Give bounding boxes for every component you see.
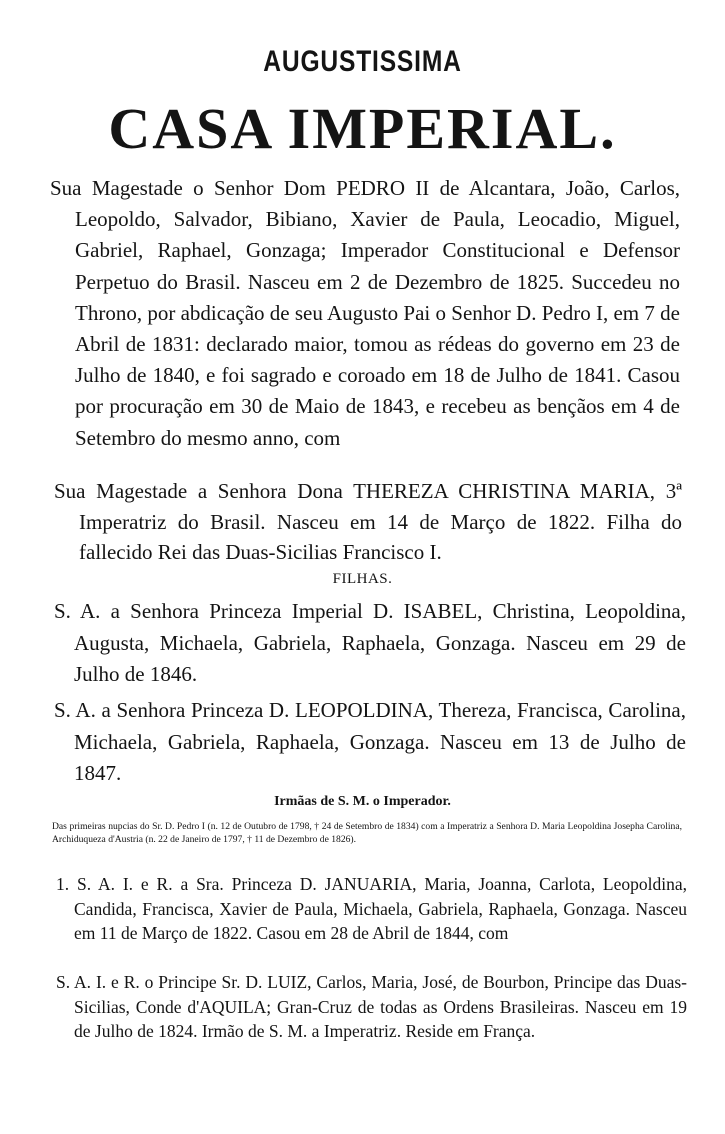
irmaas-heading: Irmãas de S. M. o Imperador. xyxy=(274,794,451,809)
filhas-heading: FILHAS. xyxy=(332,571,393,587)
footnote-first-marriage: Das primeiras nupcias do Sr. D. Pedro I (n. 12 de Outubro de 1798, † 24 de Setembro de 1834) com a Imperatriz a Senhora D. Maria Leopoldina Josepha Carolina, Archiduqueza d'Austria (n. 22 de Janeiro de 1797, † 11 de Dezembro de 1826). xyxy=(52,821,682,845)
daughter-isabel-paragraph: S. A. a Senhora Princeza Imperial D. ISABEL, Christina, Leopoldina, Augusta, Michaela, Gabriela, Raphaela, Gonzaga. Nasceu em 29 de Julho de 1846. xyxy=(54,599,686,686)
title-augustissima: AUGUSTISSIMA xyxy=(263,45,462,78)
sibling-januaria-paragraph: 1. S. A. I. e R. a Sra. Princeza D. JANUARIA, Maria, Joanna, Carlota, Leopoldina, Candida, Francisca, Xavier de Paula, Michaela, Gabriela, Raphaela, Gonzaga. Nasceu em 11 de Março de 1822. Casou em 28 de Abril de 1844, com xyxy=(56,874,687,943)
empress-paragraph: Sua Magestade a Senhora Dona THEREZA CHRISTINA MARIA, 3ª Imperatriz do Brasil. Nasceu em 14 de Março de 1822. Filha do fallecido Rei das Duas-Sicilias Francisco I. xyxy=(54,479,682,564)
emperor-paragraph: Sua Magestade o Senhor Dom PEDRO II de Alcantara, João, Carlos, Leopoldo, Salvador, Bibiano, Xavier de Paula, Leocadio, Miguel, Gabriel, Raphael, Gonzaga; Imperador Constitucional e Defensor Perpetuo do Brasil. Nasceu em 2 de Dezembro de 1825. Succedeu no Throno, por abdicação de seu Augusto Pai o Senhor D. Pedro I, em 7 de Abril de 1831: declarado maior, tomou as rédeas do governo em 23 de Julho de 1840, e foi sagrado e coroado em 18 de Julho de 1841. Casou por procuração em 30 de Maio de 1843, e recebeu as bençãos em 4 de Setembro do mesmo anno, com xyxy=(50,176,680,450)
sibling-luiz-paragraph: S. A. I. e R. o Principe Sr. D. LUIZ, Carlos, Maria, José, de Bourbon, Principe das Duas-Sicilias, Conde d'AQUILA; Gran-Cruz de todas as Ordens Brasileiras. Nasceu em 19 de Julho de 1824. Irmão de S. M. a Imperatriz. Reside em França. xyxy=(56,972,687,1041)
title-casa-imperial: CASA IMPERIAL. xyxy=(108,96,617,161)
daughter-leopoldina-paragraph: S. A. a Senhora Princeza D. LEOPOLDINA, Thereza, Francisca, Carolina, Michaela, Gabriela, Raphaela, Gonzaga. Nasceu em 13 de Julho de 1847. xyxy=(54,698,686,785)
